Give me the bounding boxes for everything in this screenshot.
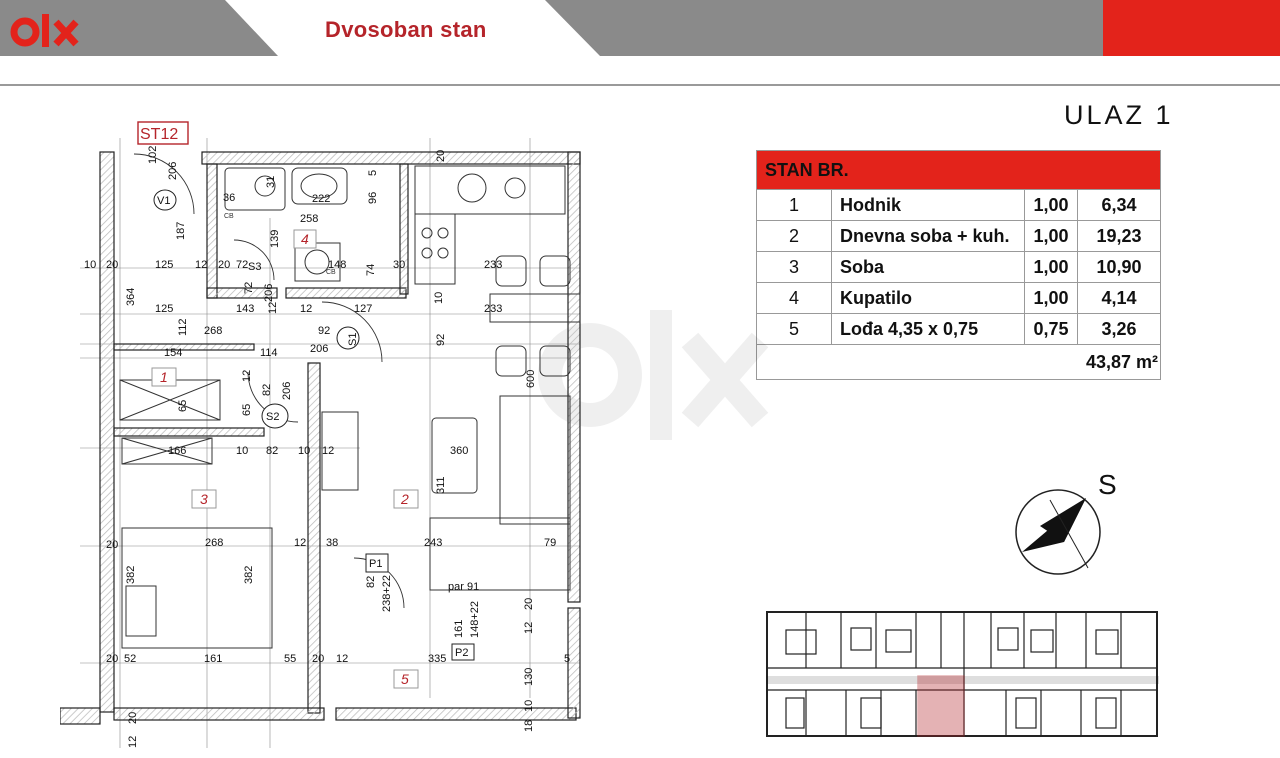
dimension-label: 10 (298, 445, 311, 457)
table-header-row (757, 151, 1161, 190)
dimension-label: 92 (435, 333, 447, 346)
dimension-label: 20 (106, 259, 119, 271)
dimension-label: 82 (365, 575, 377, 588)
dimension-label-group (84, 146, 570, 748)
dimension-label: 12 (523, 621, 535, 634)
room-area-table (756, 150, 1161, 380)
dimension-label: 233 (484, 259, 503, 271)
dimension-label: 166 (168, 445, 187, 457)
room-name: Soba (832, 252, 1025, 283)
room-label: 2 (401, 491, 409, 507)
dimension-label: 127 (354, 303, 373, 315)
room-factor: 1,00 (1025, 283, 1078, 314)
dimension-label: 10 (84, 259, 97, 271)
dimension-label: 31 (265, 175, 277, 188)
dimension-label: 12 (336, 653, 349, 665)
building-key-plan (766, 610, 1159, 738)
dimension-label: 12 (127, 735, 139, 748)
dimension-label: 12 (294, 537, 307, 549)
dimension-label: 12 (300, 303, 313, 315)
dimension-label: 238+22 (381, 574, 393, 612)
room-area: 6,34 (1078, 190, 1161, 221)
dimension-label: 36 (223, 192, 236, 204)
total-area: 43,87 m² (757, 345, 1161, 380)
dimension-label: 258 (300, 213, 319, 225)
dimension-label: 82 (261, 383, 273, 396)
dimension-label: 82 (266, 445, 279, 457)
room-factor: 1,00 (1025, 252, 1078, 283)
dimension-label: 125 (155, 259, 174, 271)
room-name: Lođa 4,35 x 0,75 (832, 314, 1025, 345)
dimension-label: 72 (243, 281, 255, 294)
dimension-label: 187 (175, 221, 187, 240)
room-number: 1 (757, 190, 832, 221)
dimension-label: 20 (435, 149, 447, 162)
fixture-label: CB (326, 269, 336, 276)
room-area: 19,23 (1078, 221, 1161, 252)
door-label: S1 (347, 332, 359, 346)
room-label: 3 (200, 491, 208, 507)
dimension-label: 206 (310, 343, 329, 355)
door-label: P2 (455, 647, 469, 659)
page-title: Dvosoban stan (325, 17, 487, 42)
dimension-label: 102 (147, 145, 159, 164)
dimension-label: 20 (218, 259, 231, 271)
dimension-label: 12 (322, 445, 335, 457)
room-number: 5 (757, 314, 832, 345)
room-factor: 1,00 (1025, 221, 1078, 252)
table-row (757, 252, 1161, 283)
dimension-label: 65 (241, 403, 253, 416)
bedroom-furniture (120, 380, 272, 648)
dimension-label: 10 (433, 291, 445, 304)
dimension-label: par 91 (448, 581, 480, 593)
dimension-label: 79 (544, 537, 557, 549)
dimension-label: 5 (367, 169, 379, 176)
room-area: 10,90 (1078, 252, 1161, 283)
dimension-label: 20 (523, 597, 535, 610)
room-factor: 0,75 (1025, 314, 1078, 345)
dimension-label: 96 (367, 191, 379, 204)
dimension-label: 382 (125, 565, 137, 584)
room-number: 2 (757, 221, 832, 252)
dimension-label: 206 (281, 381, 293, 400)
dimension-label: 52 (124, 653, 137, 665)
dimension-label: 161 (204, 653, 223, 665)
olx-logo-mark (10, 10, 100, 50)
dimension-label: 30 (393, 259, 406, 271)
table-total-row (757, 345, 1161, 380)
room-name: Kupatilo (832, 283, 1025, 314)
dimension-label: 38 (326, 537, 339, 549)
dimension-label: 268 (205, 537, 224, 549)
header-red-block (1103, 0, 1280, 56)
unit-tag: ST12 (140, 126, 179, 143)
dimension-label: 12 (195, 259, 208, 271)
dimension-label: 382 (243, 565, 255, 584)
fixture-label: CB (224, 213, 234, 220)
dimension-label: 65 (177, 399, 189, 412)
dimension-label: 112 (177, 318, 189, 336)
dimension-label: 600 (525, 369, 537, 388)
dimension-label: 74 (365, 263, 377, 276)
dimension-label: 12 (267, 301, 279, 314)
room-area: 3,26 (1078, 314, 1161, 345)
dimension-label: 20 (106, 653, 119, 665)
dimension-label: 12 (241, 369, 253, 382)
table-row (757, 221, 1161, 252)
room-number: 3 (757, 252, 832, 283)
header-bar (0, 0, 1280, 56)
entrance-label: ULAZ 1 (1064, 100, 1174, 130)
dimension-label: 18 (523, 719, 535, 732)
table-row (757, 190, 1161, 221)
door-label: S3 (248, 261, 262, 273)
dimension-label: 130 (523, 667, 535, 686)
dimension-label: 206 (167, 161, 179, 180)
dimension-label: 114 (260, 347, 278, 359)
olx-logo[interactable] (10, 10, 100, 50)
dimension-label: 10 (523, 699, 535, 712)
dimension-label: 154 (164, 347, 183, 359)
dimension-label: 20 (127, 711, 139, 724)
dimension-label: 148 (328, 259, 347, 271)
dimension-label: 335 (428, 653, 447, 665)
table-row (757, 283, 1161, 314)
dimension-label: 360 (450, 445, 469, 457)
divider-line (0, 84, 1280, 86)
dimension-label: 20 (106, 539, 119, 551)
dimension-label: 268 (204, 325, 223, 337)
room-name: Hodnik (832, 190, 1025, 221)
room-label: 5 (401, 671, 409, 687)
dimension-label: 311 (435, 476, 447, 494)
dimension-label: 10 (236, 445, 249, 457)
dimension-label: 72 (236, 259, 249, 271)
room-number: 4 (757, 283, 832, 314)
room-label: 4 (301, 231, 309, 247)
dimension-label: 364 (125, 287, 137, 306)
door-label: V1 (157, 195, 171, 207)
dimension-label: 243 (424, 537, 443, 549)
room-factor: 1,00 (1025, 190, 1078, 221)
dimension-label: 233 (484, 303, 503, 315)
highlighted-unit (918, 676, 964, 736)
compass-icon (1010, 470, 1130, 580)
floor-plan (60, 118, 620, 754)
dimension-label: 148+22 (469, 600, 481, 638)
table-row (757, 314, 1161, 345)
dimension-label: 5 (564, 653, 571, 665)
door-label: S2 (266, 411, 280, 423)
dimension-lines (80, 138, 580, 748)
dimension-label: 139 (269, 229, 281, 248)
dimension-label: 125 (155, 303, 174, 315)
dimension-label: 222 (312, 193, 331, 205)
dimension-label: 55 (284, 653, 297, 665)
dimension-label: 92 (318, 325, 331, 337)
door-label: P1 (369, 558, 383, 570)
room-label-group (152, 230, 418, 688)
compass-label: S (1098, 470, 1117, 500)
dimension-label: 143 (236, 303, 255, 315)
dimension-label: 206 (263, 283, 275, 302)
room-name: Dnevna soba + kuh. (832, 221, 1025, 252)
dimension-label: 161 (453, 619, 465, 638)
table-header: STAN BR. (757, 151, 1161, 190)
dimension-label: 20 (312, 653, 325, 665)
header-shape (0, 0, 1280, 56)
room-area: 4,14 (1078, 283, 1161, 314)
room-label: 1 (160, 369, 168, 385)
